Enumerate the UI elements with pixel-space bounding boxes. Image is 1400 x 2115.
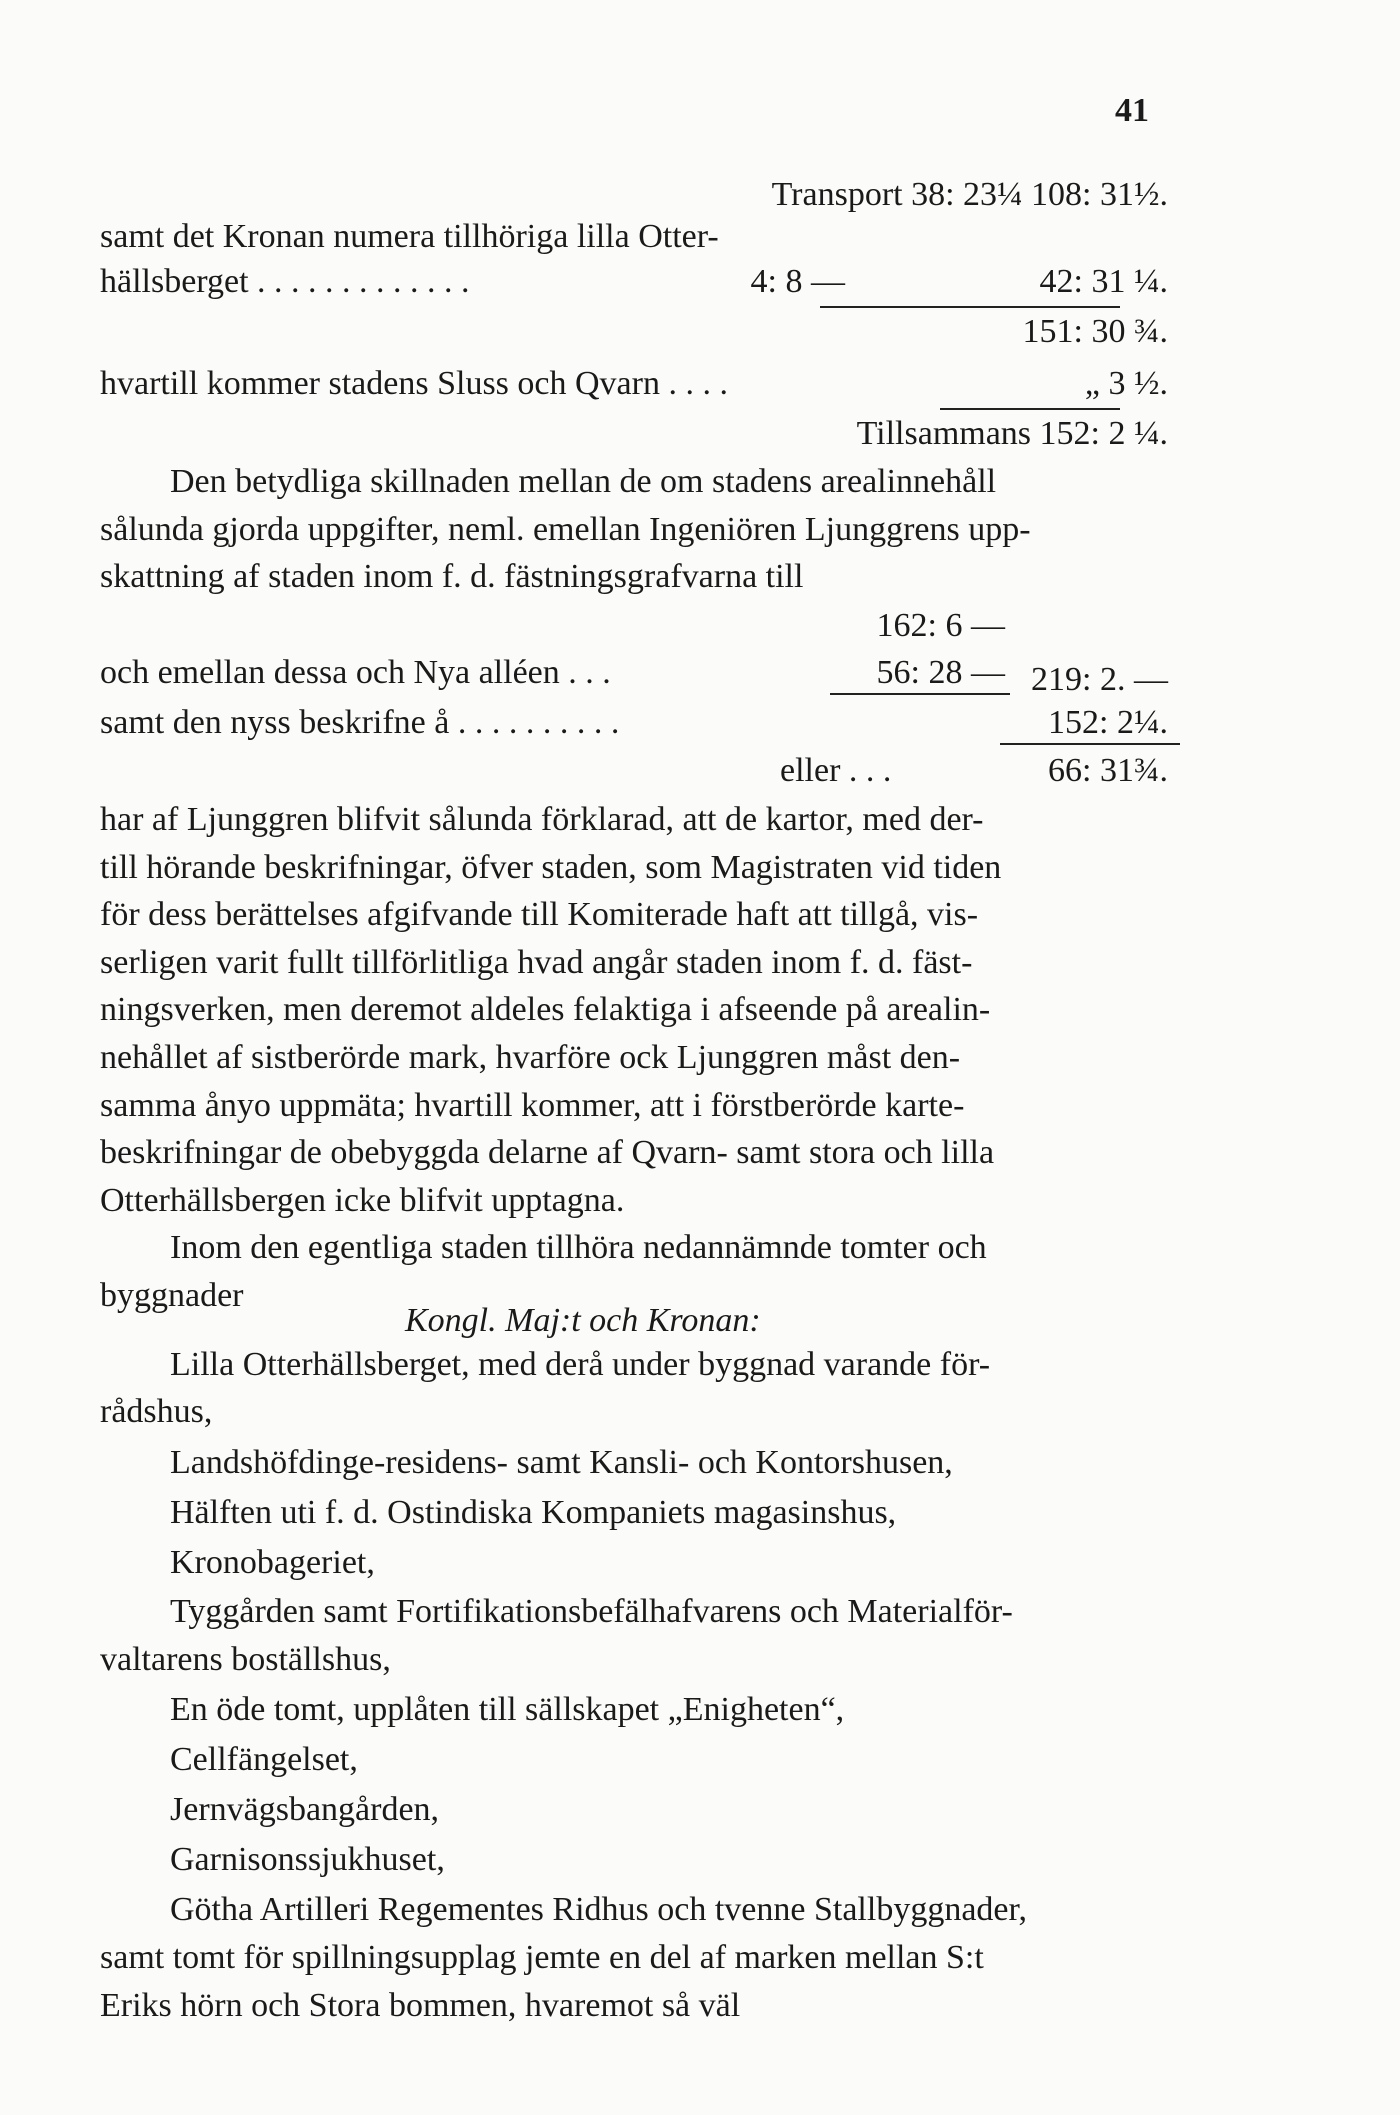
list-item: Tyggården samt Fortifikationsbefälhafvarens och Materialför-	[170, 1593, 1013, 1630]
list-item: rådshus,	[100, 1393, 213, 1430]
list-item: samt tomt för spillningsupplag jemte en del af marken mellan S:t	[100, 1939, 984, 1976]
list-item: Eriks hörn och Stora bommen, hvaremot så väl	[100, 1987, 741, 2024]
text-line: skattning af staden inom f. d. fästningsgrafvarna till	[100, 558, 804, 595]
sum-rule	[820, 306, 1120, 308]
text-line: samt det Kronan numera tillhöriga lilla Otter-	[100, 218, 719, 255]
sum-rule	[940, 408, 1120, 410]
subtotal-value: 151: 30 ¾.	[1022, 313, 1168, 350]
text-line: nehållet af sistberörde mark, hvarföre ock Ljunggren måst den-	[100, 1039, 961, 1076]
total-value: Tillsammans 152: 2 ¼.	[856, 415, 1168, 452]
text-line: och emellan dessa och Nya alléen . . .	[100, 654, 611, 691]
text-line: har af Ljunggren blifvit sålunda förklarad, att de kartor, med der-	[100, 801, 984, 838]
sum-rule	[830, 693, 1010, 695]
text-line: till hörande beskrifningar, öfver staden, som Magistraten vid tiden	[100, 849, 1002, 886]
text-line: serligen varit fullt tillförlitliga hvad angår staden inom f. d. fäst-	[100, 944, 973, 981]
text-line: beskrifningar de obebyggda delarne af Qvarn- samt stora och lilla	[100, 1134, 995, 1171]
text-line: för dess berättelses afgifvande till Komiterade haft att tillgå, vis-	[100, 896, 979, 933]
text-line: hvartill kommer stadens Sluss och Qvarn . . . .	[100, 365, 728, 402]
text-line: ningsverken, men deremot aldeles felaktiga i afseende på arealin-	[100, 991, 991, 1028]
list-item: Cellfängelset,	[170, 1741, 358, 1778]
sum-rule	[1000, 743, 1180, 745]
text-line: Den betydliga skillnaden mellan de om stadens arealinnehåll	[170, 463, 997, 500]
section-heading: Kongl. Maj:t och Kronan:	[405, 1302, 761, 1339]
list-item: Hälften uti f. d. Ostindiska Kompaniets magasinshus,	[170, 1494, 897, 1531]
transport-line: Transport 38: 23¼ 108: 31½.	[771, 176, 1168, 213]
text-line: byggnader	[100, 1277, 244, 1314]
list-item: En öde tomt, upplåten till sällskapet „Enigheten“,	[170, 1691, 845, 1728]
text-line: samt den nyss beskrifne å . . . . . . . . . .	[100, 704, 620, 741]
list-item: Landshöfdinge-residens- samt Kansli- och Kontorshusen,	[170, 1444, 953, 1481]
text-line: sålunda gjorda uppgifter, neml. emellan Ingeniören Ljunggrens upp-	[100, 511, 1031, 548]
value-cell: 42: 31 ¼.	[1039, 263, 1168, 300]
list-item: Jernvägsbangården,	[170, 1791, 440, 1828]
list-item: Garnisonssjukhuset,	[170, 1841, 445, 1878]
text-line: Inom den egentliga staden tillhöra nedannämnde tomter och	[170, 1229, 987, 1266]
list-item: Götha Artilleri Regementes Ridhus och tvenne Stallbyggnader,	[170, 1891, 1027, 1928]
text-line: samma ånyo uppmäta; hvartill kommer, att i förstberörde karte-	[100, 1087, 965, 1124]
page-number: 41	[1115, 92, 1149, 129]
list-item: valtarens boställshus,	[100, 1641, 391, 1678]
value-cell: 56: 28 —	[876, 654, 1005, 691]
list-item: Kronobageriet,	[170, 1544, 375, 1581]
list-item: Lilla Otterhällsberget, med derå under byggnad varande för-	[170, 1346, 991, 1383]
value-cell: 162: 6 —	[876, 607, 1005, 644]
value-cell: 152: 2¼.	[1048, 704, 1168, 741]
value-cell: 4: 8 —	[750, 263, 845, 300]
text-line: Otterhällsbergen icke blifvit upptagna.	[100, 1182, 625, 1219]
text-line: eller . . .	[780, 752, 892, 789]
text-line: hällsberget . . . . . . . . . . . . .	[100, 263, 470, 300]
value-cell: „ 3 ½.	[1084, 365, 1168, 402]
value-cell: 66: 31¾.	[1048, 752, 1168, 789]
value-cell: 219: 2. —	[1031, 661, 1168, 698]
